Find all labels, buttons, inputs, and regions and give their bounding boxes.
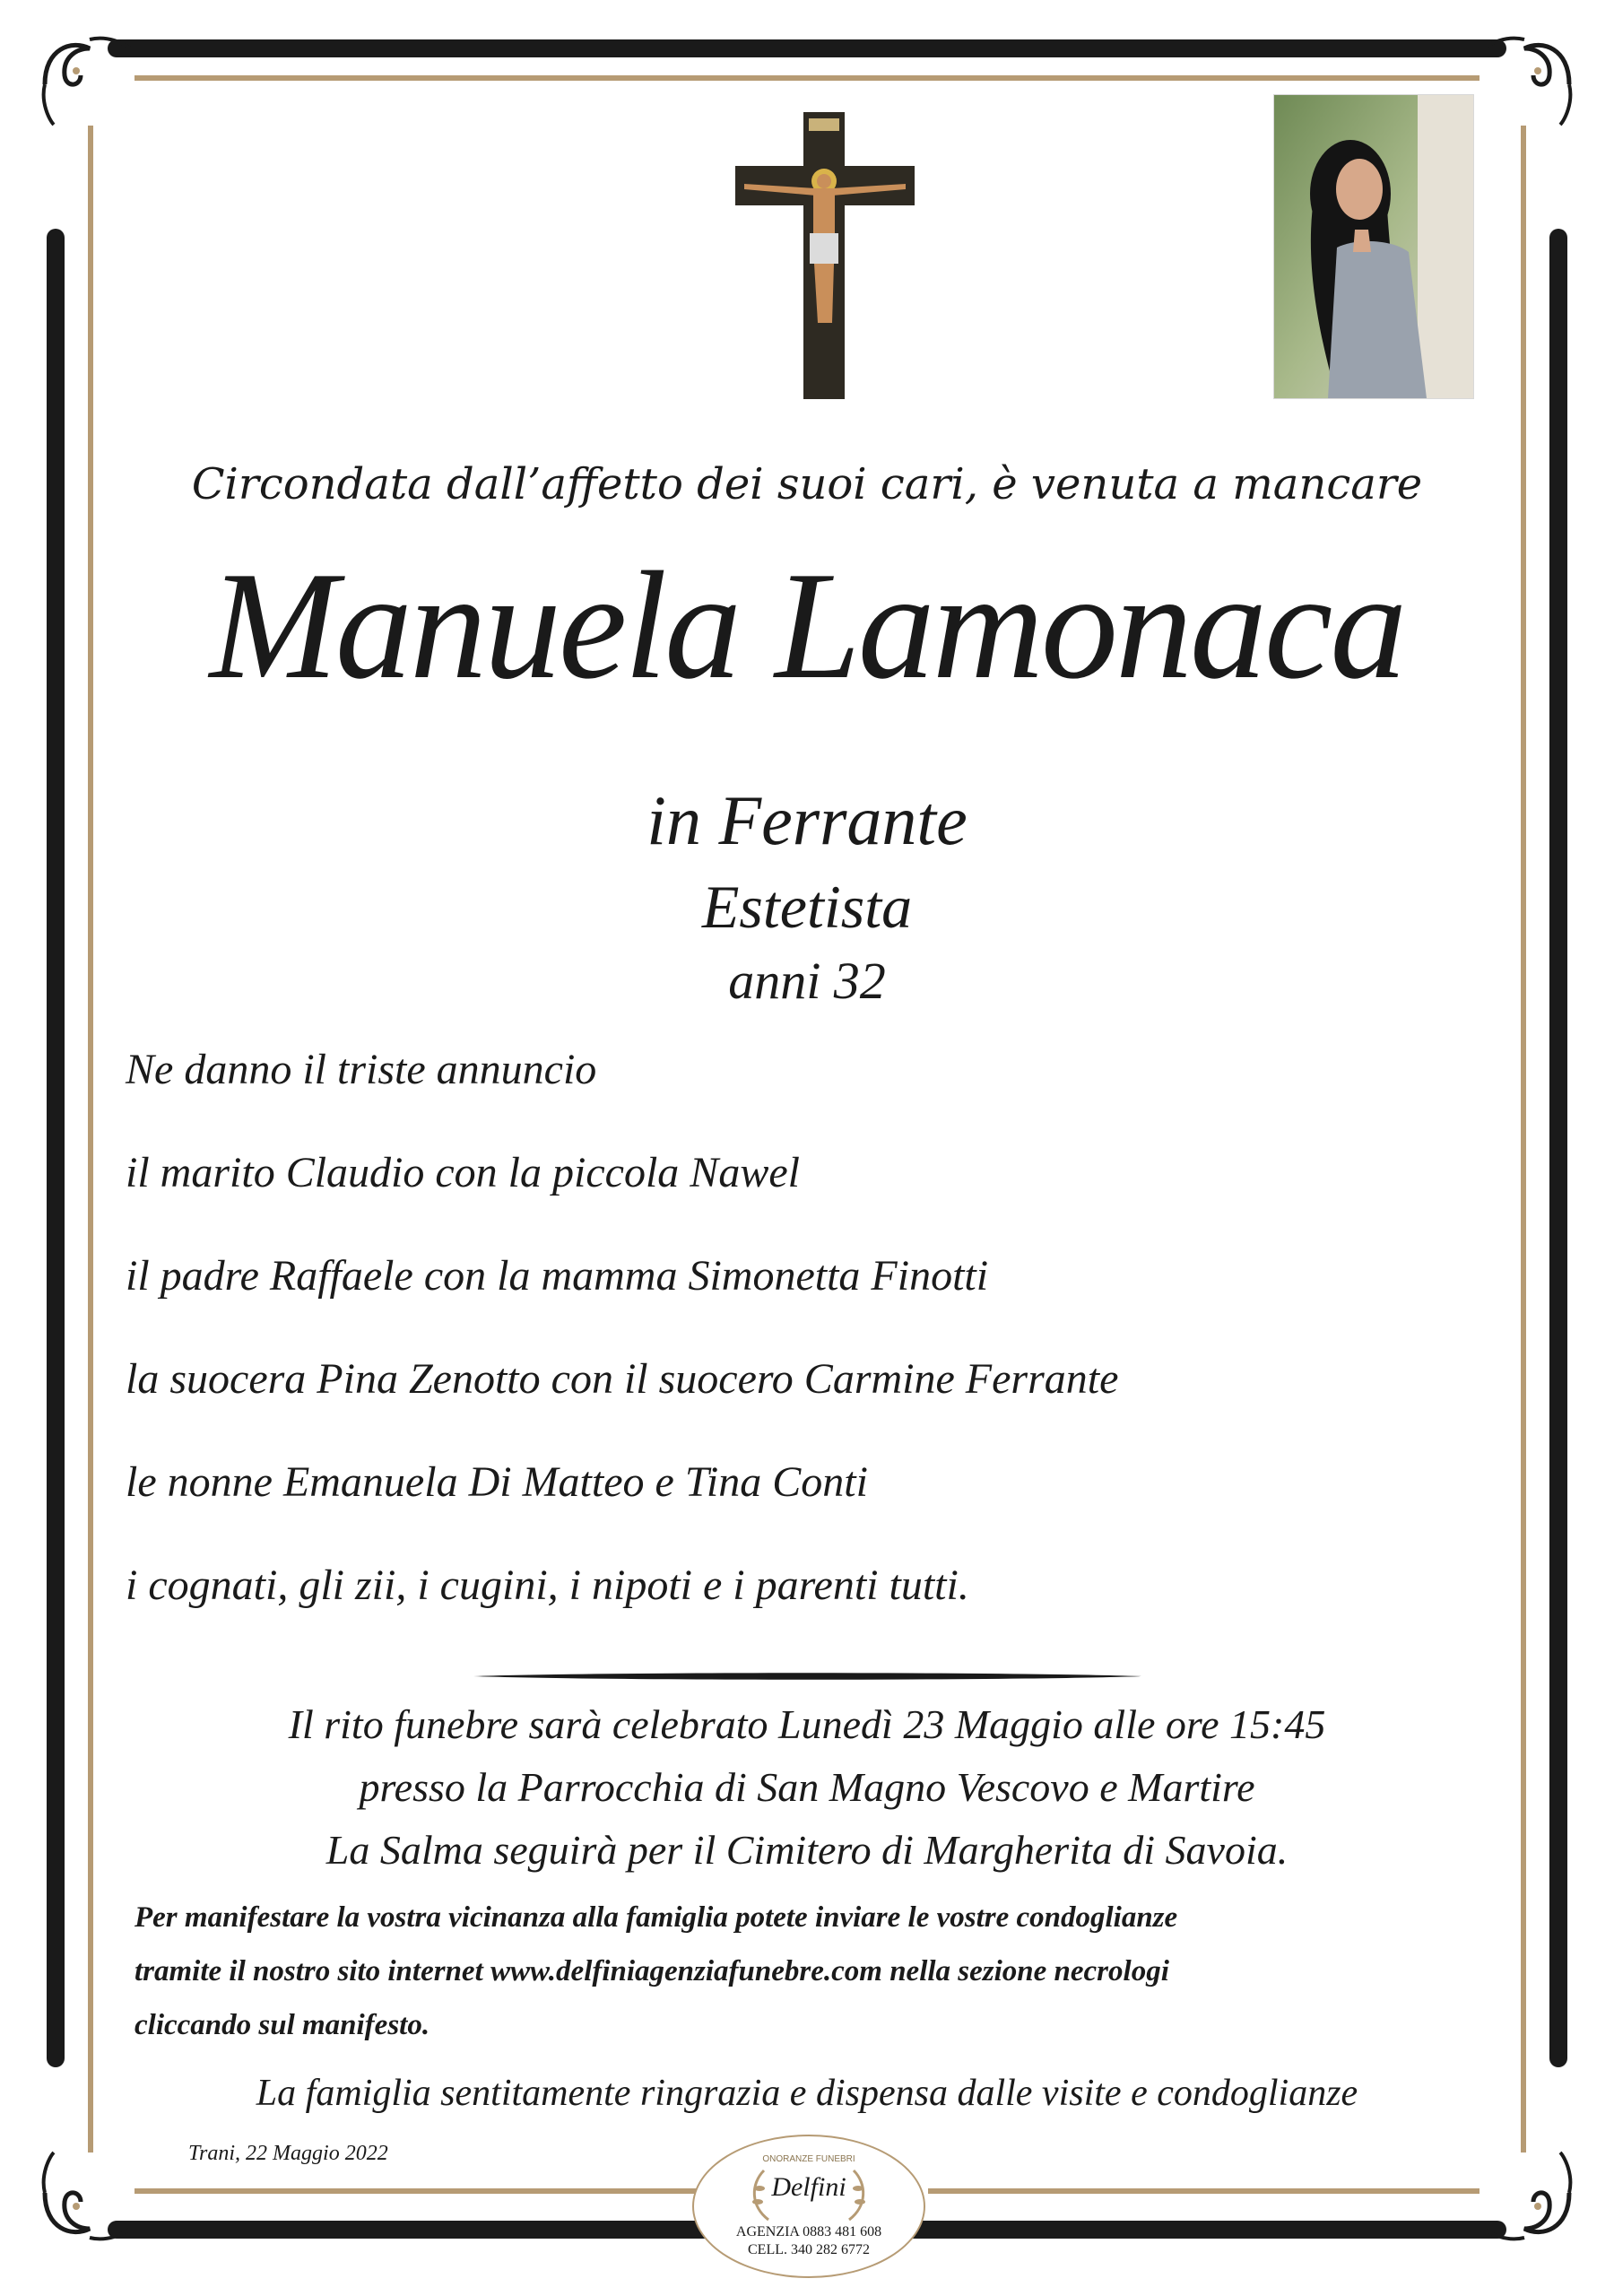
- condolence-note-line: tramite il nostro sito internet www.delfiniagenziafunebre.com nella sezione necrologi: [134, 1955, 1169, 1987]
- family-line: i cognati, gli zii, i cugini, i nipoti e i parenti tutti.: [126, 1561, 969, 1609]
- frame-gold-bottom-right: [928, 2188, 1480, 2194]
- logo-agency-phone: AGENZIA 0883 481 608: [735, 2224, 882, 2239]
- corner-ornament-icon: [1480, 2148, 1578, 2247]
- age: anni 32: [728, 952, 886, 1010]
- rite-line: presso la Parrocchia di San Magno Vescovo e Martire: [359, 1764, 1255, 1810]
- married-name: in Ferrante: [646, 781, 968, 859]
- intro-text: Circondata dall’affetto dei suoi cari, è venuta a mancare: [191, 459, 1423, 509]
- agency-logo: [692, 2135, 925, 2278]
- crucifix-icon: [708, 99, 941, 404]
- thanks-line: La famiglia sentitamente ringrazia e dispensa dalle visite e condoglianze: [256, 2073, 1358, 2114]
- family-line: il marito Claudio con la piccola Nawel: [126, 1149, 800, 1196]
- frame-gold-top: [134, 75, 1480, 81]
- family-line: le nonne Emanuela Di Matteo e Tina Conti: [126, 1458, 868, 1506]
- profession: Estetista: [701, 873, 913, 941]
- family-line: la suocera Pina Zenotto con il suocero Carmine Ferrante: [126, 1355, 1119, 1403]
- corner-ornament-icon: [36, 2148, 134, 2247]
- frame-gold-bottom-left: [134, 2188, 708, 2194]
- rite-line: Il rito funebre sarà celebrato Lunedì 23 Maggio alle ore 15:45: [288, 1701, 1326, 1747]
- condolence-note-line: cliccando sul manifesto.: [134, 2009, 430, 2041]
- logo-brand: Delfini: [771, 2172, 846, 2202]
- deceased-name: Manuela Lamonaca: [209, 541, 1405, 711]
- family-line: Ne danno il triste annuncio: [126, 1046, 597, 1093]
- condolence-note-line: Per manifestare la vostra vicinanza alla famiglia potete inviare le vostre condoglianze: [134, 1901, 1178, 1934]
- corner-ornament-icon: [1480, 30, 1578, 129]
- rite-line: La Salma seguirà per il Cimitero di Margherita di Savoia.: [325, 1827, 1289, 1873]
- portrait-photo: [1273, 94, 1474, 399]
- corner-ornament-icon: [36, 30, 134, 129]
- divider: [473, 1670, 1141, 1683]
- logo-top-text: ONORANZE FUNEBRI: [762, 2154, 855, 2164]
- date-line: Trani, 22 Maggio 2022: [188, 2142, 388, 2165]
- family-line: il padre Raffaele con la mamma Simonetta Finotti: [126, 1252, 989, 1300]
- frame-top-bar: [108, 39, 1506, 57]
- logo-cell-phone: CELL. 340 282 6772: [748, 2242, 870, 2257]
